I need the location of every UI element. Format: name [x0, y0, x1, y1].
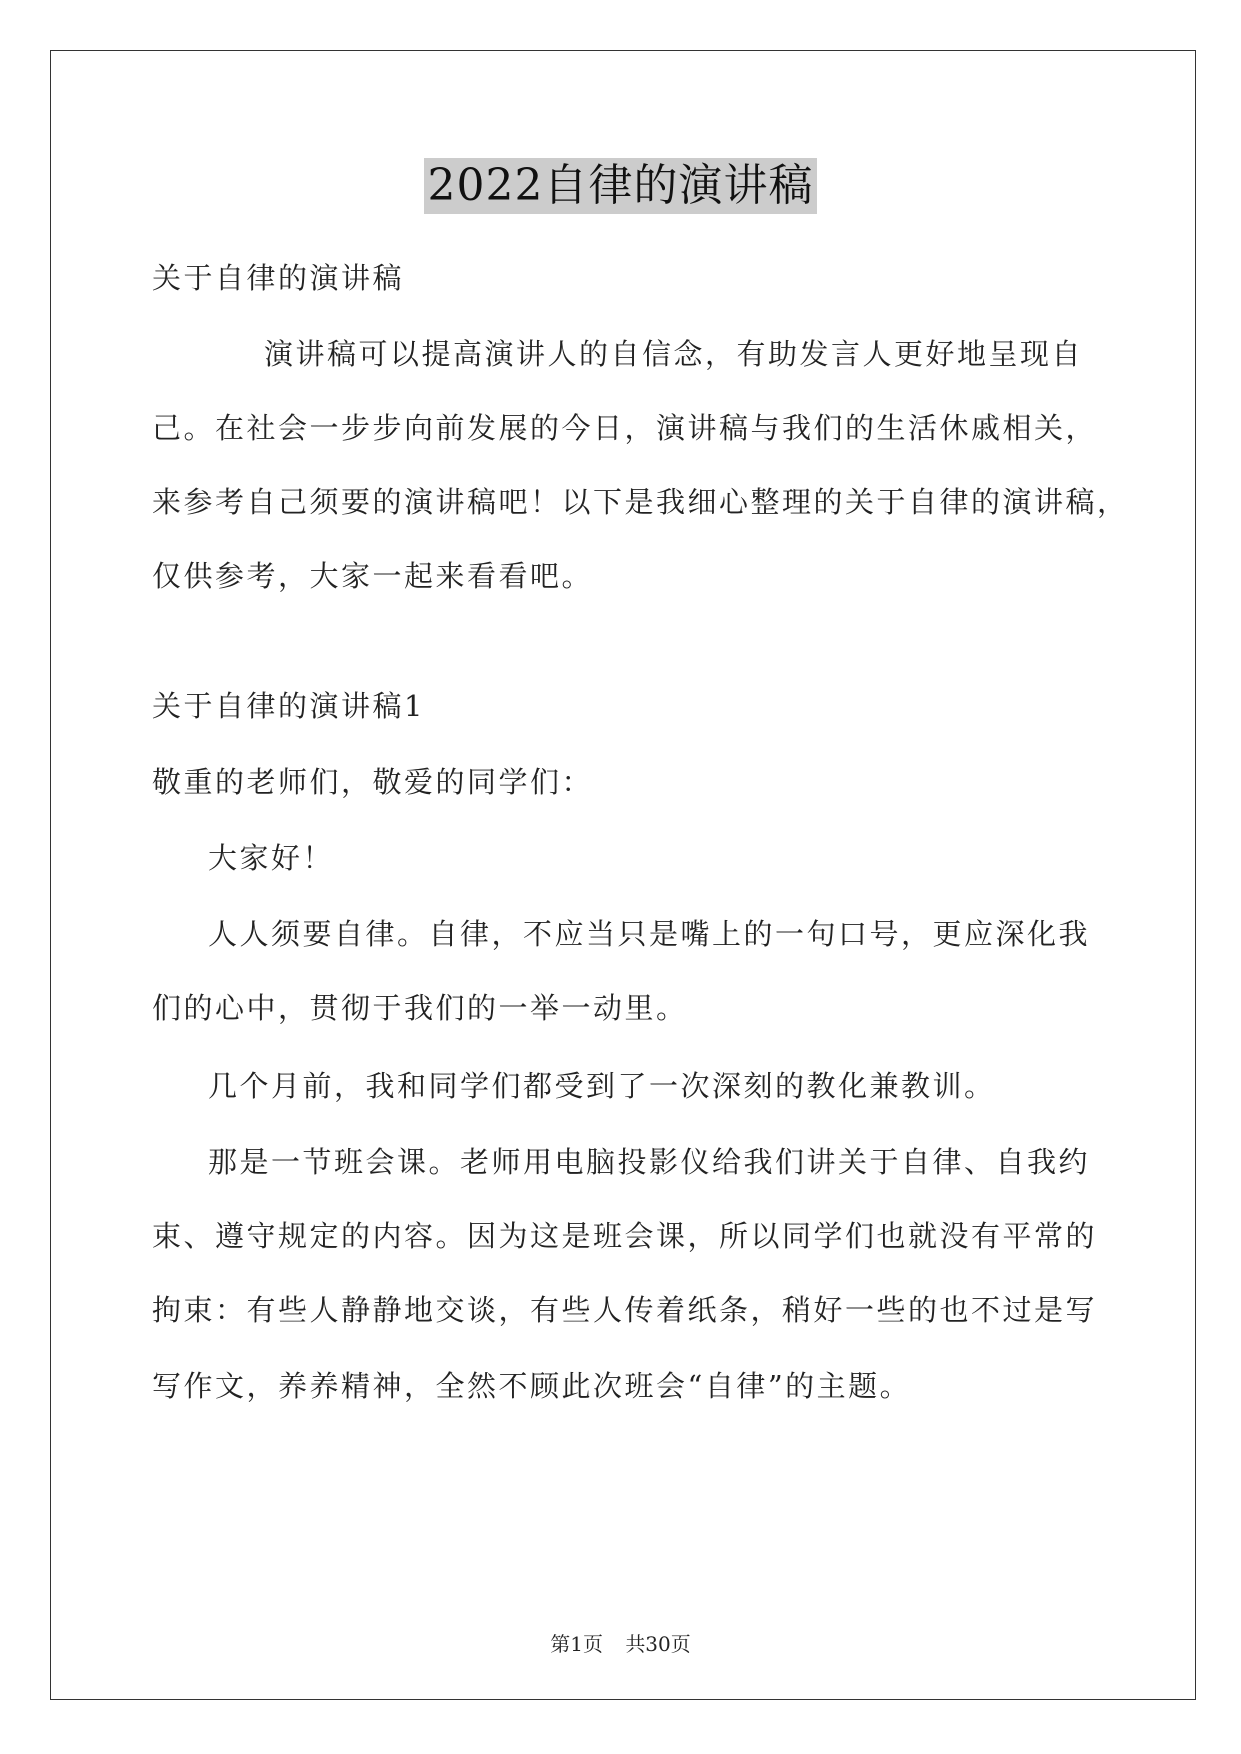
- paragraph-line: 几个月前，我和同学们都受到了一次深刻的教化兼教训。: [208, 1069, 996, 1103]
- paragraph-line: 来参考自己须要的演讲稿吧！以下是我细心整理的关于自律的演讲稿，: [152, 485, 1129, 519]
- section-heading: 关于自律的演讲稿1: [152, 689, 425, 723]
- heading-intro: 关于自律的演讲稿: [152, 261, 405, 295]
- page-total: 共30页: [625, 1632, 691, 1656]
- greeting: 大家好！: [208, 841, 335, 875]
- salutation: 敬重的老师们，敬爱的同学们：: [152, 765, 594, 799]
- paragraph-line: 仅供参考，大家一起来看看吧。: [152, 559, 594, 593]
- paragraph-line: 拘束：有些人静静地交谈，有些人传着纸条，稍好一些的也不过是写: [152, 1293, 1098, 1327]
- paragraph-line: 束、遵守规定的内容。因为这是班会课，所以同学们也就没有平常的: [152, 1219, 1098, 1253]
- paragraph-line: 己。在社会一步步向前发展的今日，演讲稿与我们的生活休戚相关，: [152, 411, 1098, 445]
- document-title-container: [0, 158, 1241, 214]
- document-title: 2022自律的演讲稿: [424, 158, 818, 214]
- page-footer: [0, 1628, 1241, 1657]
- paragraph-line: 人人须要自律。自律，不应当只是嘴上的一句口号，更应深化我: [208, 917, 1091, 951]
- paragraph-line: 那是一节班会课。老师用电脑投影仪给我们讲关于自律、自我约: [208, 1145, 1091, 1179]
- paragraph-line: 们的心中，贯彻于我们的一举一动里。: [152, 991, 688, 1025]
- page-number: 第1页: [550, 1632, 603, 1656]
- paragraph-line: 演讲稿可以提高演讲人的自信念，有助发言人更好地呈现自: [264, 337, 1084, 371]
- paragraph-line: 写作文，养养精神，全然不顾此次班会“自律”的主题。: [152, 1369, 912, 1403]
